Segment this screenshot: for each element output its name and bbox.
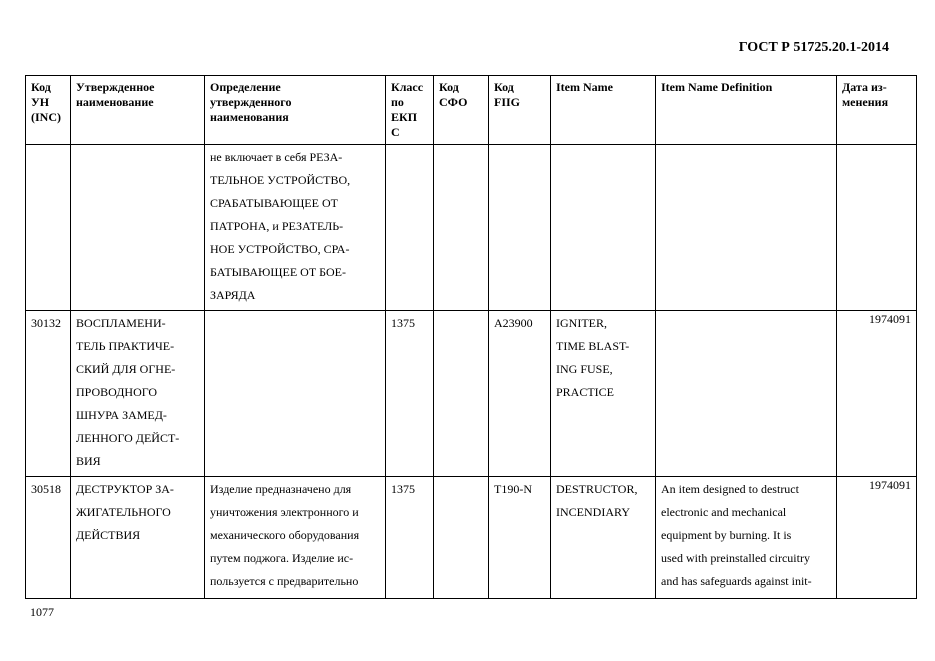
- item-names-table: [25, 75, 917, 599]
- cell-fiig-code: T190-N: [489, 477, 551, 599]
- definition-line: Изделие предназначено для: [210, 482, 352, 496]
- cell-definition: [205, 477, 386, 599]
- name-line: СКИЙ ДЛЯ ОГНЕ-: [76, 362, 176, 376]
- col-header-item-name: Item Name: [551, 76, 656, 145]
- cell-inc: 30518: [26, 477, 71, 599]
- item-name-line: PRACTICE: [556, 385, 615, 399]
- cell-change-date: 1974091: [837, 311, 917, 477]
- table-row: [26, 311, 917, 477]
- name-line: ВИЯ: [76, 454, 101, 468]
- cell-fiig-code: A23900: [489, 311, 551, 477]
- definition-line: БАТЫВАЮЩЕЕ ОТ БОЕ-: [210, 265, 346, 279]
- cell-item-name-definition: [656, 311, 837, 477]
- item-name-line: IGNITER,: [556, 316, 607, 330]
- item-definition-line: An item designed to destruct: [661, 482, 799, 496]
- definition-line: ПАТРОНА, и РЕЗАТЕЛЬ-: [210, 219, 344, 233]
- definition-line: НОЕ УСТРОЙСТВО, СРА-: [210, 242, 350, 256]
- document-code: ГОСТ Р 51725.20.1-2014: [738, 40, 889, 55]
- cell-inc: [26, 145, 71, 311]
- definition-line: СРАБАТЫВАЮЩЕЕ ОТ: [210, 196, 338, 210]
- definition-line: не включает в себя РЕЗА-: [210, 150, 343, 164]
- item-definition-line: used with preinstalled circuitry: [661, 551, 810, 565]
- cell-approved-name: [71, 145, 205, 311]
- cell-item-name: [551, 145, 656, 311]
- col-header-inc: Код УН (INC): [26, 76, 71, 145]
- cell-ekps-class: [386, 145, 434, 311]
- table-row: [26, 145, 917, 311]
- col-header-definition: Определение утвержденного наименования: [205, 76, 386, 145]
- definition-line: путем поджога. Изделие ис-: [210, 551, 354, 565]
- name-line: ДЕЙСТВИЯ: [76, 528, 141, 542]
- page-number: 1077: [30, 605, 54, 619]
- table-row: [26, 477, 917, 599]
- cell-definition: [205, 145, 386, 311]
- col-header-change-date: Дата из- менения: [837, 76, 917, 145]
- definition-line: пользуется с предварительно: [210, 574, 359, 588]
- cell-definition: [205, 311, 386, 477]
- col-header-item-name-definition: Item Name Definition: [656, 76, 837, 145]
- cell-item-name: [551, 311, 656, 477]
- item-name-line: TIME BLAST-: [556, 339, 630, 353]
- cell-approved-name: [71, 477, 205, 599]
- name-line: ТЕЛЬ ПРАКТИЧЕ-: [76, 339, 175, 353]
- item-definition-line: and has safeguards against init-: [661, 574, 812, 588]
- cell-item-name-definition: [656, 477, 837, 599]
- col-header-ekps-class: Класс по ЕКП С: [386, 76, 434, 145]
- cell-ekps-class: 1375: [386, 311, 434, 477]
- cell-approved-name: [71, 311, 205, 477]
- name-line: ПРОВОДНОГО: [76, 385, 158, 399]
- cell-item-name: [551, 477, 656, 599]
- cell-sfo-code: [434, 145, 489, 311]
- cell-item-name-definition: [656, 145, 837, 311]
- cell-change-date: [837, 145, 917, 311]
- name-line: ЛЕННОГО ДЕЙСТ-: [76, 431, 180, 445]
- cell-sfo-code: [434, 311, 489, 477]
- col-header-approved-name: Утвержденное наименование: [71, 76, 205, 145]
- item-name-line: INCENDIARY: [556, 505, 630, 519]
- definition-line: уничтожения электронного и: [210, 505, 359, 519]
- name-line: ВОСПЛАМЕНИ-: [76, 316, 166, 330]
- cell-change-date: 1974091: [837, 477, 917, 599]
- name-line: ДЕСТРУКТОР ЗА-: [76, 482, 174, 496]
- definition-line: механического оборудования: [210, 528, 360, 542]
- definition-line: ЗАРЯДА: [210, 288, 256, 302]
- item-definition-line: equipment by burning. It is: [661, 528, 792, 542]
- cell-ekps-class: 1375: [386, 477, 434, 599]
- cell-inc: 30132: [26, 311, 71, 477]
- table-header-row: [26, 76, 917, 145]
- cell-fiig-code: [489, 145, 551, 311]
- item-name-line: ING FUSE,: [556, 362, 613, 376]
- item-name-line: DESTRUCTOR,: [556, 482, 638, 496]
- definition-line: ТЕЛЬНОЕ УСТРОЙСТВО,: [210, 173, 351, 187]
- col-header-sfo-code: Код СФО: [434, 76, 489, 145]
- col-header-fiig-code: Код FIIG: [489, 76, 551, 145]
- name-line: ШНУРА ЗАМЕД-: [76, 408, 167, 422]
- item-definition-line: electronic and mechanical: [661, 505, 787, 519]
- cell-sfo-code: [434, 477, 489, 599]
- name-line: ЖИГАТЕЛЬНОГО: [76, 505, 171, 519]
